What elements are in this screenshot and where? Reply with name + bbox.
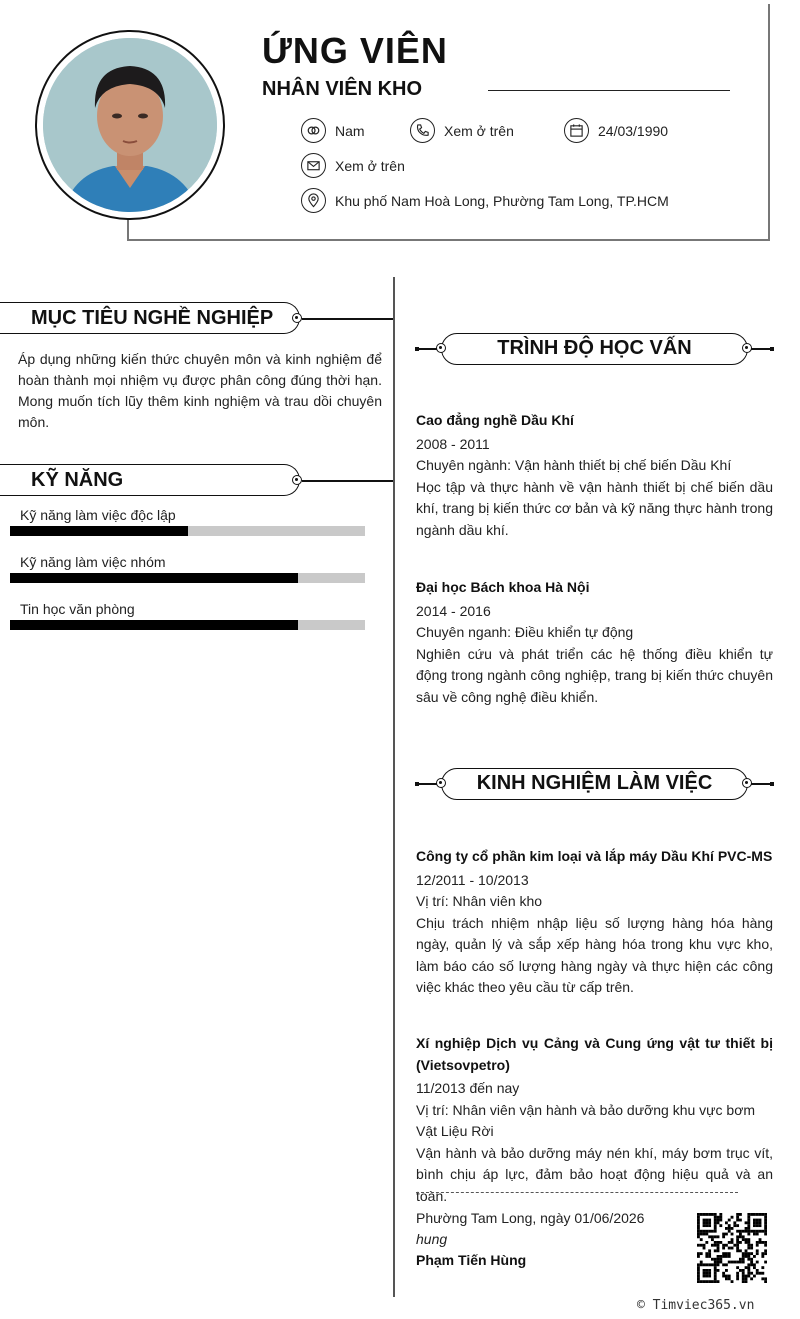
mail-icon	[301, 153, 326, 178]
skill-item	[10, 507, 365, 536]
education-heading-tick-right	[770, 347, 774, 351]
qr-code[interactable]	[697, 1213, 767, 1283]
phone-info	[410, 118, 514, 143]
education-heading: TRÌNH ĐỘ HỌC VẤN	[497, 337, 692, 359]
skill-bar-track	[10, 620, 365, 630]
education-heading-node-left	[436, 343, 446, 353]
address-info	[301, 188, 669, 213]
phone-value: Xem ở trên	[444, 122, 514, 139]
education-school: Đại học Bách khoa Hà Nội	[416, 579, 590, 595]
skills-heading-connector	[302, 480, 393, 482]
job-title: NHÂN VIÊN KHO	[262, 78, 423, 100]
experience-description: Vận hành và bảo dưỡng máy nén khí, máy bơm trục vít, bình chịu áp lực, đảm bảo hoạt động hiệu quả và an toàn.	[416, 1144, 773, 1204]
experience-entry	[416, 1033, 773, 1207]
avatar	[43, 38, 217, 212]
phone-icon	[410, 118, 435, 143]
education-heading-node-right	[742, 343, 752, 353]
education-description: Học tập và thực hành về vận hành thiết bị chế biến dầu khí, trang bị kiến thức cơ bản và kỹ năng thực hành trong ngành dầu khí.	[416, 478, 773, 538]
experience-heading-tick-left	[415, 782, 419, 786]
experience-company: Xí nghiệp Dịch vụ Cảng và Cung ứng vật tư thiết bị (Vietsovpetro)	[416, 1035, 773, 1073]
signature-full-name: Phạm Tiến Hùng	[416, 1252, 527, 1268]
skill-bar-fill	[10, 620, 298, 630]
skill-label: Tin học văn phòng	[20, 601, 135, 617]
skill-bar-track	[10, 526, 365, 536]
skills-heading-box	[0, 464, 300, 496]
experience-period: 11/2013 đến nay	[416, 1080, 520, 1096]
skill-label: Kỹ năng làm việc độc lập	[20, 507, 176, 523]
avatar-ring	[35, 30, 225, 220]
skills-heading: KỸ NĂNG	[31, 469, 124, 491]
objective-text: Áp dụng những kiến thức chuyên môn và kinh nghiệm để hoàn thành mọi nhiệm vụ được phân công đúng thời hạn. Mong muốn tích lũy thêm kinh nghiệm và trau dồi chuyên môn.	[18, 351, 382, 430]
skill-label: Kỹ năng làm việc nhóm	[20, 554, 166, 570]
experience-heading-tick-right	[770, 782, 774, 786]
experience-period: 12/2011 - 10/2013	[416, 871, 529, 888]
education-period: 2014 - 2016	[416, 602, 491, 619]
candidate-name: ỨNG VIÊN	[262, 30, 448, 71]
gender-info	[301, 118, 365, 143]
education-major: Chuyên ngành: Vận hành thiết bị chế biến Dầu Khí	[416, 457, 732, 473]
education-heading-box	[441, 333, 748, 365]
signature-text: hung	[416, 1231, 448, 1247]
experience-heading-node-right	[742, 778, 752, 788]
experience-position: Vị trí: Nhân viên kho	[416, 893, 543, 909]
gender-icon	[301, 118, 326, 143]
objective-heading-connector	[302, 318, 393, 320]
experience-heading: KINH NGHIỆM LÀM VIỆC	[476, 772, 713, 794]
education-major: Chuyên nganh: Điều khiển tự động	[416, 624, 634, 640]
address-value: Khu phố Nam Hoà Long, Phường Tam Long, TP.HCM	[335, 192, 669, 209]
column-divider	[393, 277, 395, 1297]
copyright-text: © Timviec365.vn	[637, 1298, 755, 1313]
signature-separator	[416, 1192, 738, 1193]
education-description: Nghiên cứu và phát triển các hệ thống điều khiển tự động trong ngành công nghiệp, trang bị kiến thức chuyên sâu về công nghệ điều khiển.	[416, 645, 773, 705]
skill-item	[10, 554, 365, 583]
education-entry	[416, 577, 773, 708]
education-heading-tick-left	[415, 347, 419, 351]
objective-heading: MỤC TIÊU NGHỀ NGHIỆP	[31, 307, 274, 329]
email-info	[301, 153, 405, 178]
objective-heading-box	[0, 302, 300, 334]
experience-position: Vị trí: Nhân viên vận hành và bảo dưỡng khu vực bơm Vật Liệu Rời	[416, 1101, 756, 1139]
skill-bar-fill	[10, 573, 298, 583]
experience-company: Công ty cổ phần kim loại và lắp máy Dầu Khí PVC-MS	[416, 848, 773, 864]
skill-bar-fill	[10, 526, 188, 536]
calendar-icon	[564, 118, 589, 143]
experience-entry	[416, 846, 773, 999]
birthday-info	[564, 118, 668, 143]
location-icon	[301, 188, 326, 213]
experience-description: Chịu trách nhiệm nhập liệu số lượng hàng hóa hàng ngày, quản lý và sắp xếp hàng hóa trong khu vực kho, làm báo cáo số lượng hàng ngày và thực hiện các công việc khác theo yêu cầu từ cấp trên.	[416, 914, 773, 995]
birthday-value: 24/03/1990	[598, 122, 669, 139]
education-period: 2008 - 2011	[416, 435, 490, 452]
skill-item	[10, 601, 365, 630]
signature-place-date: Phường Tam Long, ngày 01/06/2026	[416, 1210, 645, 1226]
objective-heading-node	[292, 313, 302, 323]
education-entry	[416, 410, 773, 541]
experience-heading-box	[441, 768, 748, 800]
education-school: Cao đẳng nghề Dầu Khí	[416, 412, 574, 428]
gender-value: Nam	[335, 122, 365, 139]
skill-bar-track	[10, 573, 365, 583]
experience-heading-node-left	[436, 778, 446, 788]
skills-heading-node	[292, 475, 302, 485]
email-value: Xem ở trên	[335, 157, 405, 174]
title-divider	[488, 90, 730, 91]
